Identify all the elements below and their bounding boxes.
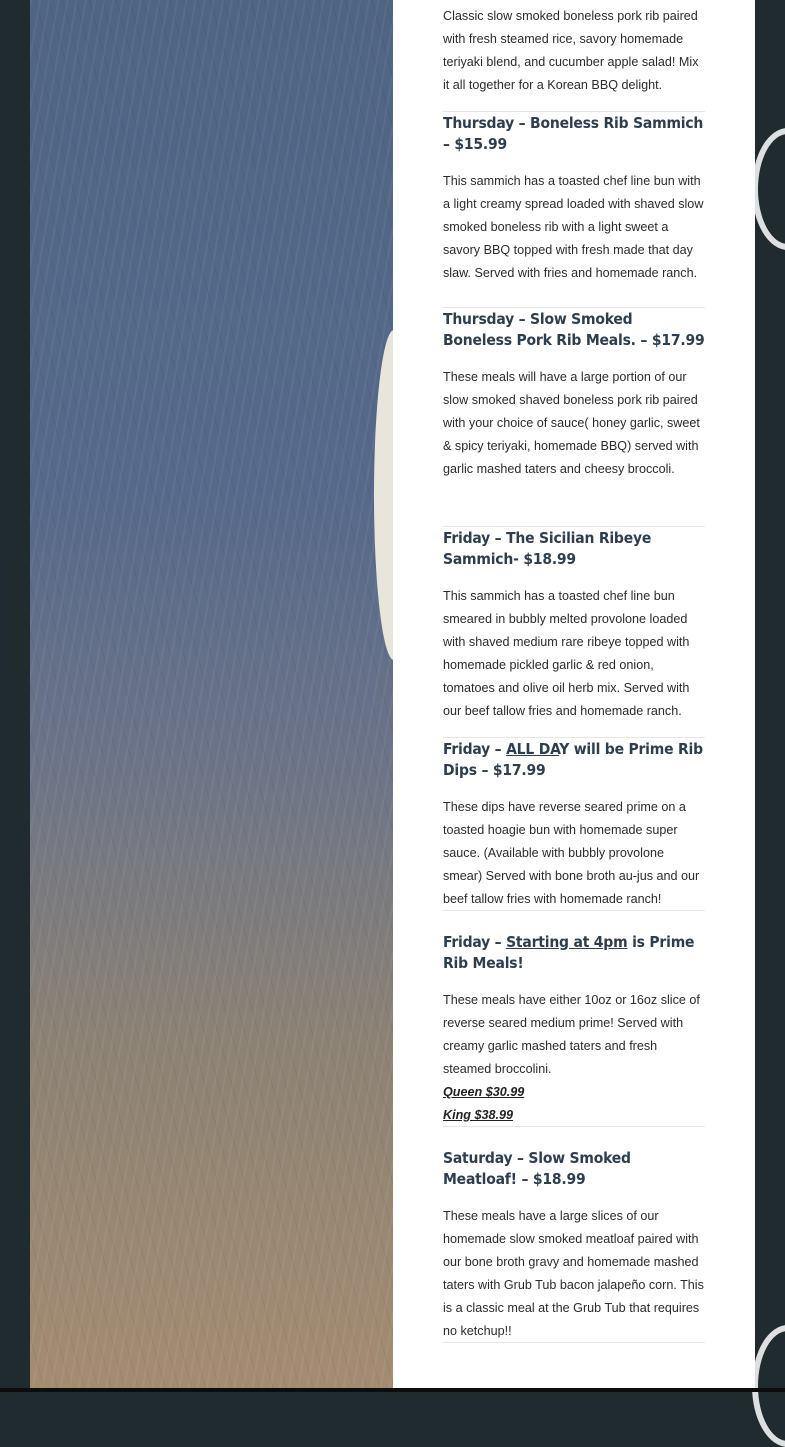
heading-prefix: Friday –	[443, 933, 507, 951]
item-description: These meals have a large slices of our homemade slow smoked meatloaf paired with our bone broth gravy and homemade mashed taters with Grub Tub bacon jalapeño corn. This is a classic meal at the Grub Tub that requires no ketchup!!	[443, 1209, 704, 1338]
item-heading: Friday – The Sicilian Ribeye Sammich- $18.99	[443, 529, 652, 568]
decorative-swirl	[752, 1325, 785, 1447]
intro-description: Classic slow smoked boneless pork rib paired with fresh steamed rice, savory homemade teriyaki blend, and cucumber apple salad! Mix it all together for a Korean BBQ delight.	[443, 9, 699, 92]
price-queen: Queen $30.99	[443, 1085, 525, 1099]
divider	[443, 526, 705, 527]
item-description: This sammich has a toasted chef line bun smeared in bubbly melted provolone loaded with shaved medium rare ribeye topped with homemade pickled garlic & red onion, tomatoes and olive oil herb mix. Served with our beef tallow fries and homemade ranch.	[443, 589, 690, 718]
heading-suffix: is Prime Rib Meals!	[443, 933, 695, 972]
item-description: These dips have reverse seared prime on a toasted hoagie bun with homemade super sauce. (Available with bubbly provolone smear) Served with bone broth au-jus and our beef tallow fries with homemade ranch!	[443, 800, 700, 906]
divider	[443, 307, 705, 308]
item-heading: Thursday – Boneless Rib Sammich – $15.99	[443, 114, 704, 153]
heading-prefix: Friday –	[443, 740, 507, 758]
divider	[443, 1342, 705, 1343]
item-heading	[443, 739, 705, 781]
divider	[443, 737, 705, 738]
divider	[443, 910, 705, 911]
decorative-swirl	[752, 128, 785, 250]
item-heading	[443, 932, 705, 974]
heading-underlined: Starting at 4pm	[506, 933, 628, 951]
heading-underlined: ALL DA	[506, 740, 560, 758]
heading-suffix: Y will be Prime Rib Dips – $17.99	[443, 740, 703, 779]
item-description: These meals will have a large portion of our slow smoked shaved boneless pork rib paired with your choice of sauce( honey garlic, sweet & spicy teriyaki, homemade BBQ) served with garlic mashed taters and cheesy broccoli.	[443, 370, 700, 476]
item-heading: Saturday – Slow Smoked Meatloaf! – $18.99	[443, 1149, 631, 1188]
food-photo	[30, 0, 393, 1388]
divider	[443, 111, 705, 112]
divider	[443, 1126, 705, 1127]
bottom-border	[0, 1388, 785, 1392]
price-king: King $38.99	[443, 1108, 513, 1122]
item-description: These meals have either 10oz or 16oz slice of reverse seared medium prime! Served with creamy garlic mashed taters and fresh steamed broccolini.	[443, 993, 700, 1076]
item-description: This sammich has a toasted chef line bun with a light creamy spread loaded with shaved slow smoked boneless rib with a light sweet a savory BBQ topped with fresh made that day slaw. Served with fries and homemade ranch.	[443, 174, 704, 280]
item-heading: Thursday – Slow Smoked Boneless Pork Rib Meals. – $17.99	[443, 310, 705, 349]
menu-card	[393, 0, 755, 1388]
